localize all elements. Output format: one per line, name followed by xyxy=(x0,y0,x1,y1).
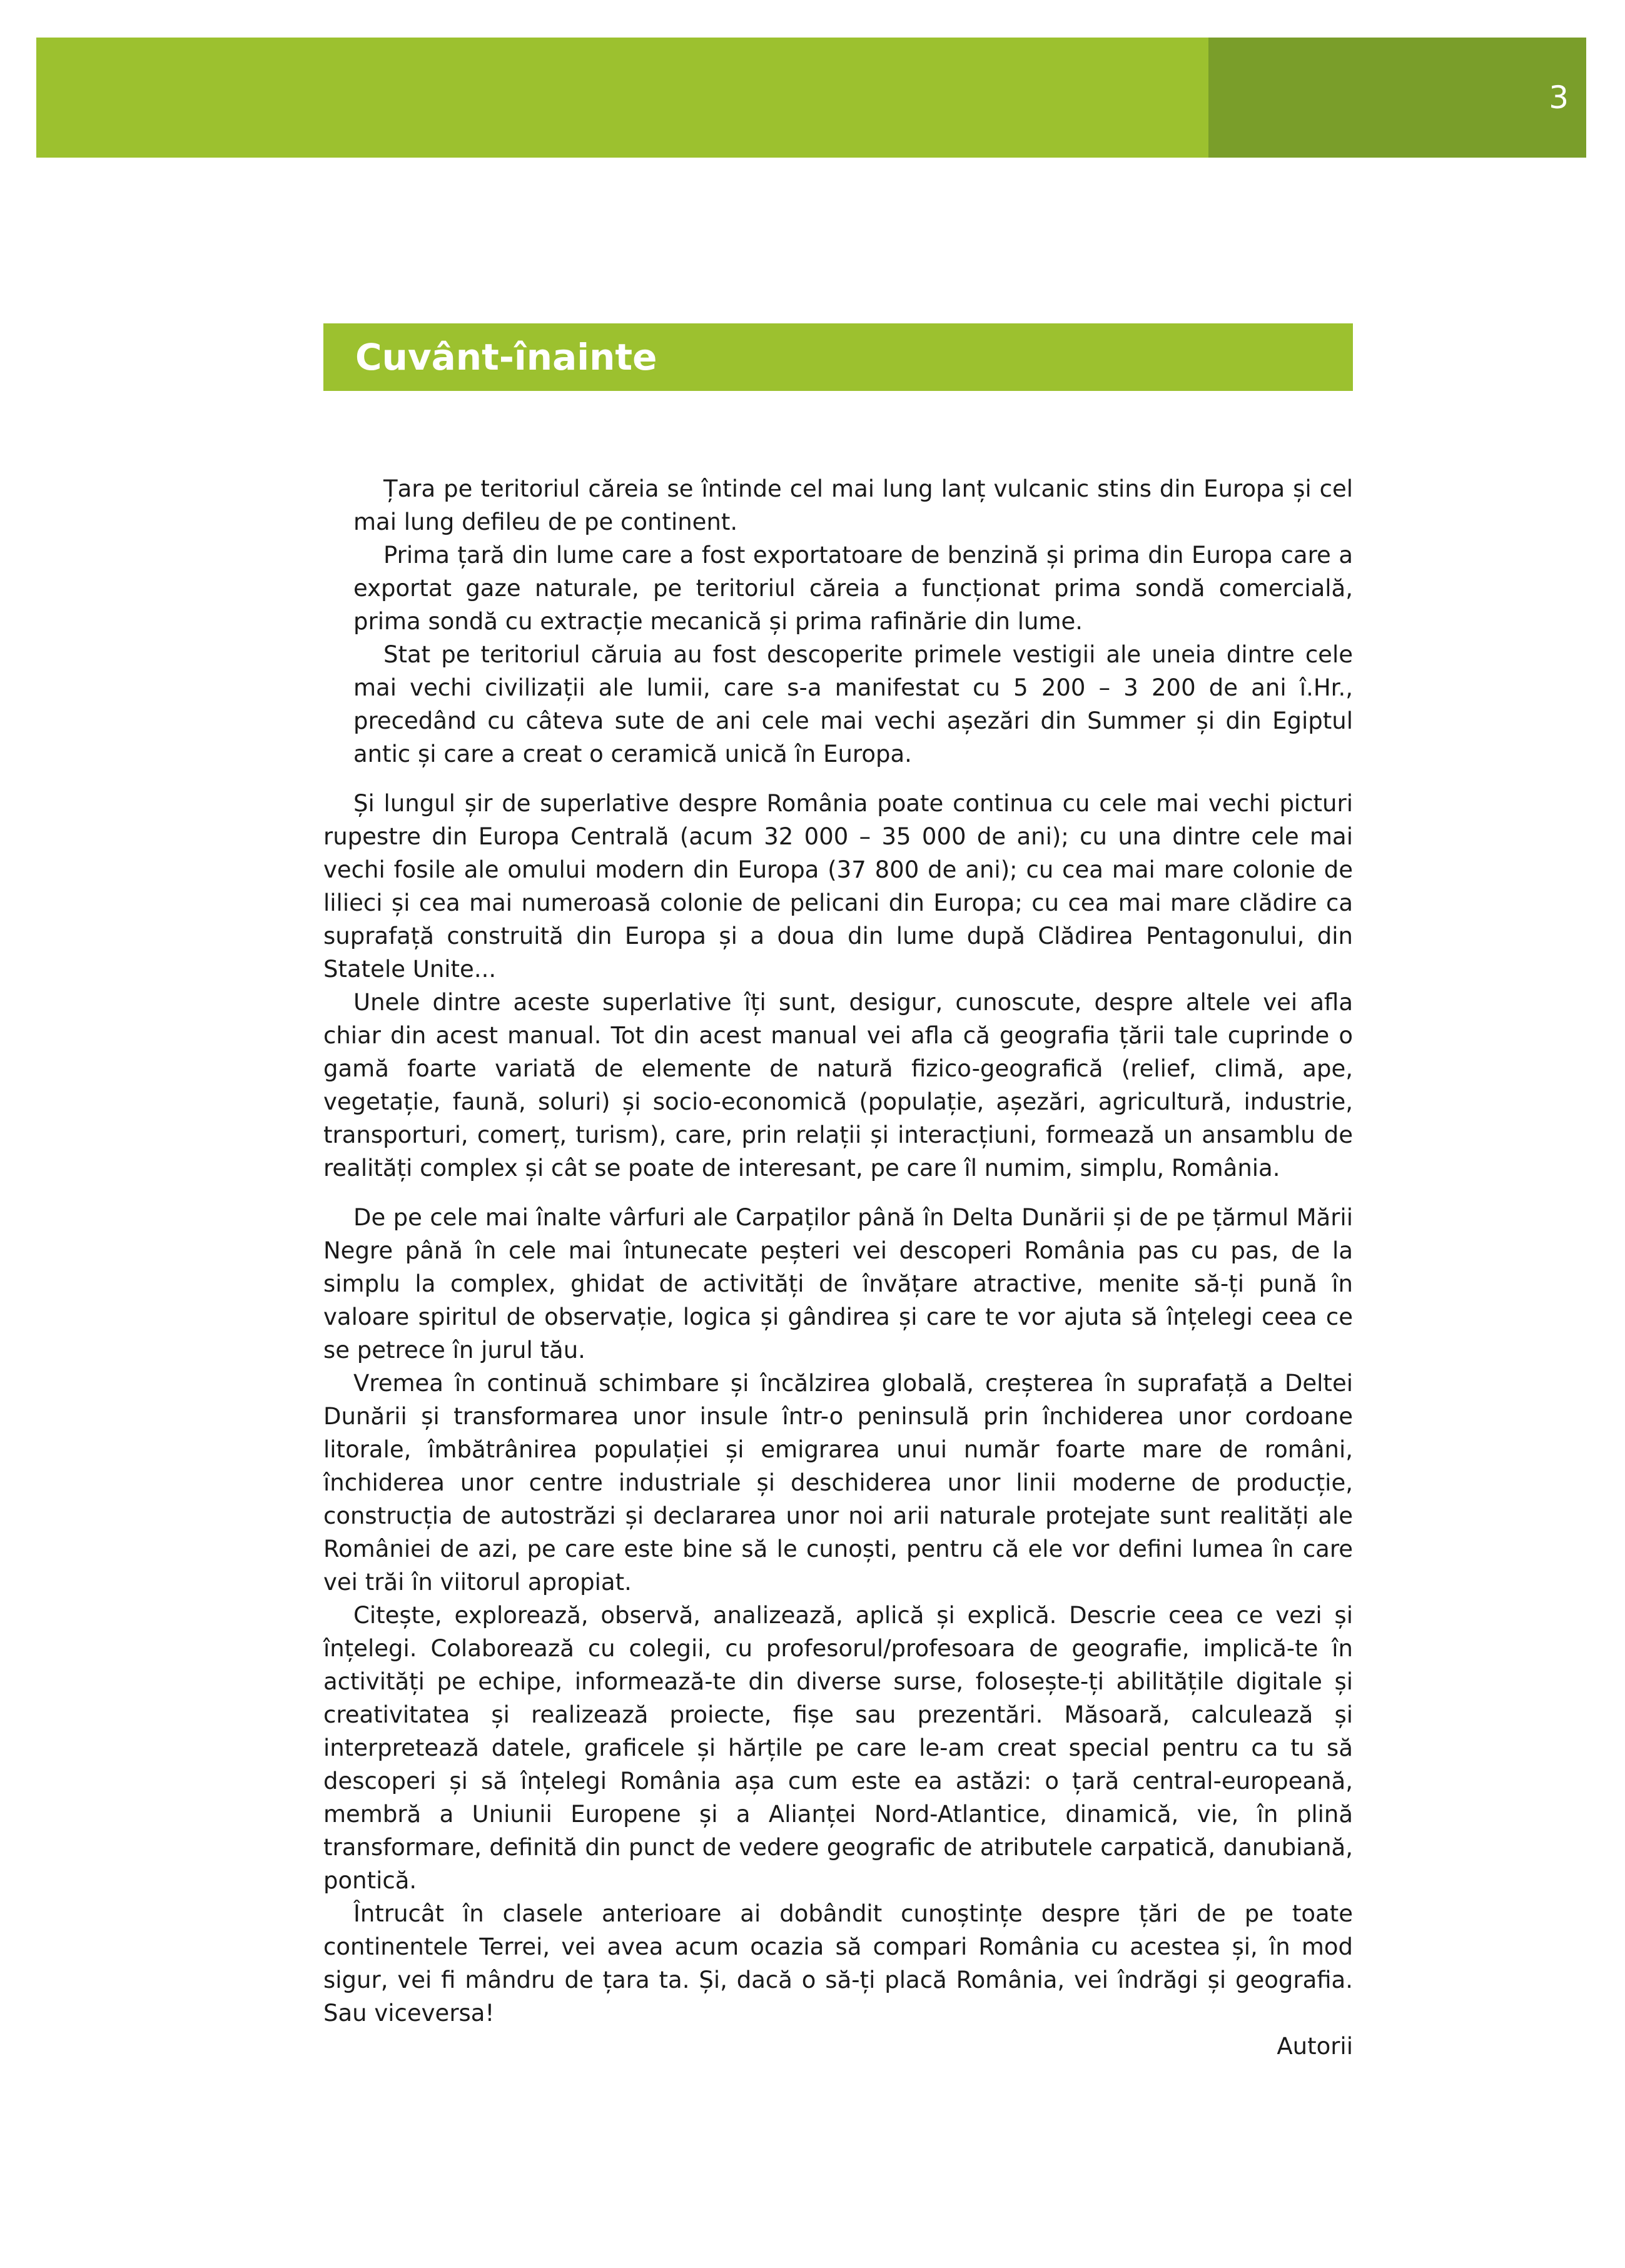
paragraph: Citește, explorează, observă, analizează, aplică și explică. Descrie ceea ce vezi și înțelegi. Colaborează cu colegii, cu profesorul/profesoara de geografie, implică-te în activități pe echipe, informează-te din diverse surse, folosește-ți abilitățile digitale și creativitatea și realizează proiecte, fișe sau prezentări. Măsoară, calculează și interpretează datele, graficele și hărțile pe care le-am creat special pentru ca tu să descoperi și să înțelegi România așa cum este ea astăzi: o țară central-europeană, membră a Uniunii Europene și a Alianței Nord-Atlantice, dinamică, vie, în plină transformare, definită din punct de vedere geografic de atributele carpatică, danubiană, pontică. xyxy=(323,1602,1353,1894)
header-bar-accent xyxy=(1208,38,1586,158)
paragraph: Stat pe teritoriul căruia au fost descoperite primele vestigii ale uneia dintre cele mai vechi civilizații ale lumii, care s-a manifestat cu 5 200 – 3 200 de ani î.Hr., precedând cu câteva sute de ani cele mai vechi așezări din Summer și din Egiptul antic și care a creat o ceramică unică în Europa. xyxy=(353,641,1353,767)
page-number: 3 xyxy=(1549,79,1569,116)
paragraph: Vremea în continuă schimbare și încălzirea globală, creșterea în suprafață a Deltei Dunării și transformarea unor insule într-o peninsulă prin închiderea unor cordoane litorale, îmbătrânirea populației și emigrarea unui număr foarte mare de români, închiderea unor centre industriale și deschiderea unor linii moderne de producție, construcția de autostrăzi și declararea unor noi arii naturale protejate sunt realități ale României de azi, pe care este bine să le cunoști, pentru că ele vor defini lumea în care vei trăi în viitorul apropiat. xyxy=(323,1370,1353,1596)
paragraph: De pe cele mai înalte vârfuri ale Carpaților până în Delta Dunării și de pe țărmul Mării Negre până în cele mai întunecate peșteri vei descoperi România pas cu pas, de la simplu la complex, ghidat de activități de învățare atractive, menite să-ți pună în valoare spiritul de observație, logica și gândirea și care te vor ajuta să înțelegi ceea ce se petrece în jurul tău. xyxy=(323,1204,1353,1364)
paragraph: Țara pe teritoriul căreia se întinde cel mai lung lanț vulcanic stins din Europa și cel mai lung defileu de pe continent. xyxy=(353,475,1353,535)
section-title-bar xyxy=(323,323,1353,391)
paragraph: Întrucât în clasele anterioare ai dobândit cunoștințe despre țări de pe toate continentele Terrei, vei avea acum ocazia să compari România cu acestea și, în mod sigur, vei fi mândru de țara ta. Și, dacă o să-ți placă România, vei îndrăgi și geografia. Sau viceversa! xyxy=(323,1900,1353,2027)
section-title: Cuvânt-înainte xyxy=(355,336,657,378)
paragraph: Unele dintre aceste superlative îți sunt, desigur, cunoscute, despre altele vei afla chiar din acest manual. Tot din acest manual vei afla că geografia țării tale cuprinde o gamă foarte variată de elemente de natură fizico-geografică (relief, climă, ape, vegetație, faună, soluri) și socio-economică (populație, așezări, agricultură, industrie, transporturi, comerț, turism), care, prin relații și interacțiuni, formează un ansamblu de realități complex și cât se poate de interesant, pe care îl numim, simplu, România. xyxy=(323,989,1353,1182)
signature: Autorii xyxy=(1277,2033,1353,2060)
foreword-body xyxy=(323,472,1353,2063)
paragraph: Și lungul șir de superlative despre România poate continua cu cele mai vechi picturi rupestre din Europa Centrală (acum 32 000 – 35 000 de ani); cu una dintre cele mai vechi fosile ale omului modern din Europa (37 800 de ani); cu cea mai mare colonie de lilieci și cea mai numeroasă colonie de pelicani din Europa; cu cea mai mare clădire ca suprafață construită din Europa și a doua din lume după Clădirea Pentagonului, din Statele Unite... xyxy=(323,790,1353,983)
paragraph: Prima țară din lume care a fost exportatoare de benzină și prima din Europa care a exportat gaze naturale, pe teritoriul căreia a funcționat prima sondă comercială, prima sondă cu extracție mecanică și prima rafinărie din lume. xyxy=(353,542,1353,635)
